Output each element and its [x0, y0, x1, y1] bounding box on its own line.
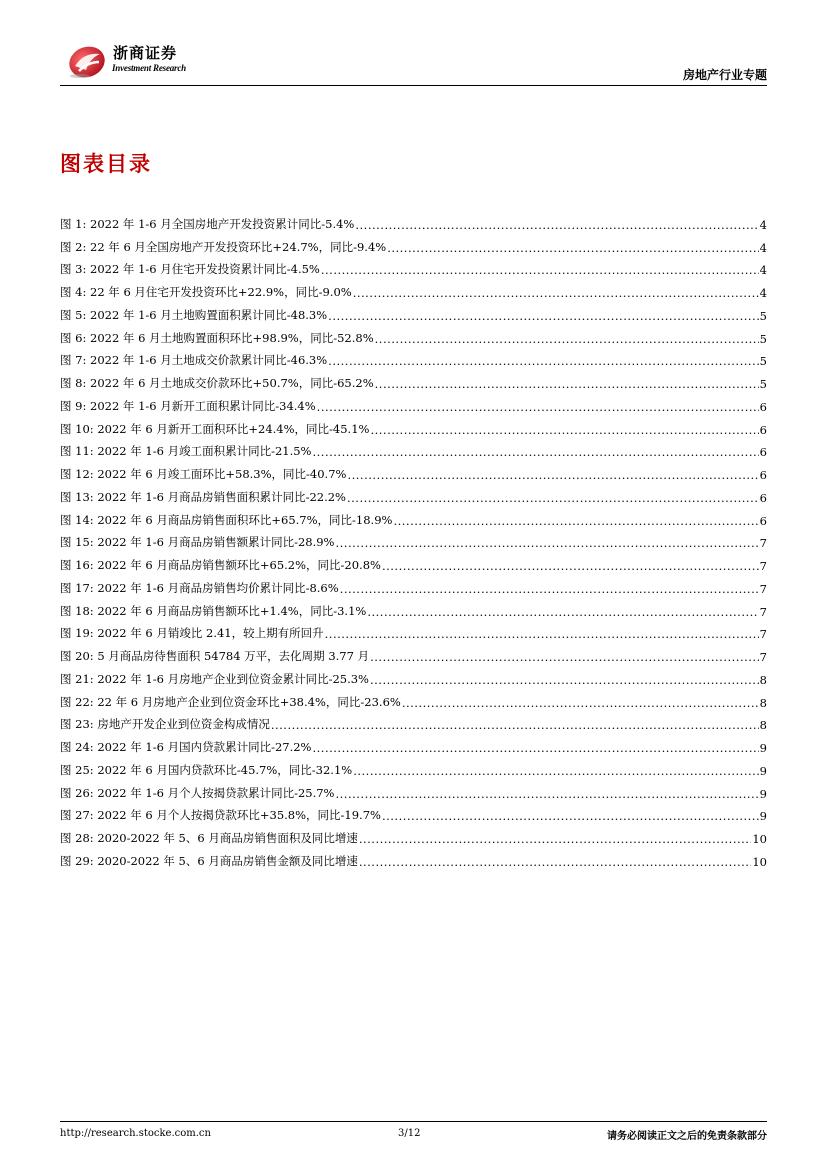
- toc-entry[interactable]: [60, 732, 767, 755]
- toc-entry-label: 图 15: 2022 年 1-6 月商品房销售额累计同比-28.9%: [60, 535, 335, 550]
- toc-entry-page: 10: [752, 832, 767, 846]
- toc-entry[interactable]: [60, 437, 767, 460]
- toc-entry-page: 8: [759, 718, 767, 733]
- toc-entry-label: 图 26: 2022 年 1-6 月个人按揭贷款累计同比-25.7%: [60, 785, 335, 800]
- report-type: 房地产行业专题: [682, 68, 767, 82]
- toc-entry-page: 5: [759, 377, 767, 391]
- toc-entry-label: 图 25: 2022 年 6 月国内贷款环比-45.7%，同比-32.1%: [60, 762, 353, 777]
- toc-entry-page: 9: [759, 741, 767, 755]
- toc-entry[interactable]: [60, 300, 767, 323]
- footer-page-number: 3/12: [398, 1128, 421, 1139]
- toc-dot-leader: [317, 400, 759, 414]
- toc-entry-label: 图 27: 2022 年 6 月个人按揭贷款环比+35.8%，同比-19.7%: [60, 808, 381, 823]
- toc-entry[interactable]: [60, 528, 767, 551]
- toc-entry[interactable]: [60, 596, 767, 619]
- toc-dot-leader: [370, 650, 759, 664]
- toc-entry-page: 9: [759, 786, 767, 801]
- toc-dot-leader: [402, 696, 759, 710]
- toc-entry[interactable]: [60, 255, 767, 278]
- toc-entry-label: 图 1: 2022 年 1-6 月全国房地产开发投资累计同比-5.4%: [60, 216, 355, 231]
- toc-entry-label: 图 6: 2022 年 6 月土地购置面积环比+98.9%，同比-52.8%: [60, 330, 374, 345]
- toc-entry-page: 7: [759, 604, 767, 619]
- toc-dot-leader: [321, 263, 759, 277]
- toc-entry-label: 图 14: 2022 年 6 月商品房销售面积环比+65.7%，同比-18.9%: [60, 512, 393, 527]
- toc-entry-page: 5: [759, 331, 767, 346]
- toc-entry-label: 图 5: 2022 年 1-6 月土地购置面积累计同比-48.3%: [60, 307, 328, 322]
- toc-dot-leader: [271, 718, 759, 732]
- toc-dot-leader: [313, 445, 759, 459]
- toc-entry-page: 6: [759, 513, 767, 528]
- toc-dot-leader: [382, 809, 759, 823]
- toc-entry-label: 图 23: 房地产开发企业到位资金构成情况: [60, 717, 270, 732]
- toc-entry-page: 6: [759, 445, 767, 460]
- toc-entry-page: 9: [759, 763, 767, 778]
- toc-entry-label: 图 4: 22 年 6 月住宅开发投资环比+22.9%，同比-9.0%: [60, 285, 352, 299]
- toc-entry-label: 图 2: 22 年 6 月全国房地产开发投资环比+24.7%，同比-9.4%: [60, 239, 387, 254]
- toc-entry-page: 4: [759, 263, 767, 278]
- toc-dot-leader: [393, 514, 758, 528]
- toc-entry-page: 6: [759, 399, 767, 414]
- toc-dot-leader: [353, 286, 759, 300]
- toc-dot-leader: [340, 582, 759, 596]
- toc-dot-leader: [328, 354, 759, 368]
- toc-entry-label: 图 9: 2022 年 1-6 月新开工面积累计同比-34.4%: [60, 398, 316, 413]
- toc-entry[interactable]: [60, 755, 767, 778]
- toc-entry-label: 图 18: 2022 年 6 月商品房销售额环比+1.4%，同比-3.1%: [60, 603, 367, 618]
- toc-dot-leader: [370, 673, 759, 687]
- toc-entry[interactable]: [60, 482, 767, 505]
- toc-entry[interactable]: [60, 232, 767, 255]
- toc-dot-leader: [375, 377, 759, 391]
- footer-divider: [60, 1121, 767, 1122]
- toc-entry-page: 8: [759, 672, 767, 687]
- toc-dot-leader: [328, 309, 759, 323]
- toc-dot-leader: [347, 491, 759, 505]
- toc-entry-page: 7: [759, 581, 767, 596]
- toc-dot-leader: [313, 741, 759, 755]
- toc-entry-label: 图 11: 2022 年 1-6 月竣工面积累计同比-21.5%: [60, 444, 312, 459]
- toc-dot-leader: [375, 332, 759, 346]
- toc-entry-label: 图 22: 22 年 6 月房地产企业到位资金环比+38.4%，同比-23.6%: [60, 694, 401, 709]
- toc-entry-page: 7: [759, 650, 767, 664]
- toc-entry[interactable]: [60, 391, 767, 414]
- toc-dot-leader: [382, 559, 759, 573]
- toc-entry[interactable]: [60, 209, 767, 232]
- page-header: [0, 0, 827, 100]
- toc-entry[interactable]: [60, 619, 767, 642]
- toc-entry-label: 图 3: 2022 年 1-6 月住宅开发投资累计同比-4.5%: [60, 262, 320, 277]
- toc-entry[interactable]: [60, 277, 767, 300]
- toc-entry-label: 图 29: 2020-2022 年 5、6 月商品房销售金额及同比增速: [60, 853, 358, 868]
- toc-title: 图表目录: [60, 152, 152, 176]
- header-divider: [60, 85, 767, 86]
- toc-entry-label: 图 20: 5 月商品房待售面积 54784 万平，去化周期 3.77 月: [60, 649, 370, 663]
- toc-entry-page: 4: [759, 217, 767, 232]
- toc-dot-leader: [347, 468, 758, 482]
- toc-dot-leader: [370, 423, 758, 437]
- toc-entry-page: 7: [759, 536, 767, 551]
- toc-entry-page: 4: [759, 240, 767, 255]
- toc-dot-leader: [336, 787, 759, 801]
- toc-dot-leader: [359, 832, 752, 846]
- toc-entry[interactable]: [60, 573, 767, 596]
- toc-entry[interactable]: [60, 346, 767, 369]
- toc-entry[interactable]: [60, 687, 767, 710]
- toc-dot-leader: [353, 764, 758, 778]
- toc-entry-label: 图 21: 2022 年 1-6 月房地产企业到位资金累计同比-25.3%: [60, 671, 369, 686]
- toc-entry[interactable]: [60, 664, 767, 687]
- toc-entry[interactable]: [60, 801, 767, 824]
- brand-name-cn: 浙商证券: [113, 44, 178, 62]
- footer-url[interactable]: http://research.stocke.com.cn: [60, 1128, 211, 1139]
- toc-dot-leader: [359, 855, 752, 869]
- toc-entry-label: 图 12: 2022 年 6 月竣工面环比+58.3%，同比-40.7%: [60, 467, 347, 481]
- toc-entry-page: 5: [759, 354, 767, 369]
- toc-entry-label: 图 19: 2022 年 6 月销竣比 2.41，较上期有所回升: [60, 626, 324, 641]
- toc-entry-label: 图 7: 2022 年 1-6 月土地成交价款累计同比-46.3%: [60, 353, 328, 368]
- toc-entry[interactable]: [60, 323, 767, 346]
- toc-dot-leader: [355, 218, 758, 232]
- toc-entry-label: 图 10: 2022 年 6 月新开工面积环比+24.4%，同比-45.1%: [60, 421, 370, 436]
- toc-dot-leader: [325, 627, 759, 641]
- toc-entry-label: 图 24: 2022 年 1-6 月国内贷款累计同比-27.2%: [60, 740, 312, 754]
- toc-entry-label: 图 13: 2022 年 1-6 月商品房销售面积累计同比-22.2%: [60, 489, 346, 504]
- toc-entry[interactable]: [60, 823, 767, 846]
- toc-entry[interactable]: [60, 368, 767, 391]
- toc-entry-page: 6: [759, 468, 767, 482]
- toc-entry[interactable]: [60, 459, 767, 482]
- toc-entry-page: 6: [759, 490, 767, 505]
- toc-entry[interactable]: [60, 710, 767, 733]
- toc-entry-label: 图 16: 2022 年 6 月商品房销售额环比+65.2%，同比-20.8%: [60, 558, 381, 572]
- toc-entry-label: 图 28: 2020-2022 年 5、6 月商品房销售面积及同比增速: [60, 831, 358, 845]
- toc-dot-leader: [387, 241, 758, 255]
- toc-entry-label: 图 17: 2022 年 1-6 月商品房销售均价累计同比-8.6%: [60, 580, 339, 595]
- toc-entry[interactable]: [60, 505, 767, 528]
- toc-dot-leader: [367, 605, 758, 619]
- toc-entry[interactable]: [60, 414, 767, 437]
- toc-entry[interactable]: [60, 846, 767, 869]
- toc-entry-page: 10: [752, 854, 767, 869]
- footer-disclaimer: 请务必阅读正文之后的免责条款部分: [607, 1131, 767, 1142]
- toc-entry-page: 8: [759, 695, 767, 710]
- toc-entry[interactable]: [60, 550, 767, 573]
- brand-name-en: Investment Research: [112, 63, 186, 73]
- toc-entry-page: 7: [759, 559, 767, 573]
- zheshang-logo-icon: [66, 40, 108, 80]
- toc-entry-page: 7: [759, 627, 767, 642]
- toc-entry-page: 9: [759, 809, 767, 824]
- toc-entry[interactable]: [60, 641, 767, 664]
- toc-list: [60, 209, 767, 869]
- toc-dot-leader: [336, 536, 759, 550]
- toc-entry-page: 6: [759, 422, 767, 437]
- toc-entry[interactable]: [60, 778, 767, 801]
- toc-entry-page: 4: [759, 286, 767, 300]
- toc-entry-label: 图 8: 2022 年 6 月土地成交价款环比+50.7%，同比-65.2%: [60, 376, 374, 390]
- toc-entry-page: 5: [759, 308, 767, 323]
